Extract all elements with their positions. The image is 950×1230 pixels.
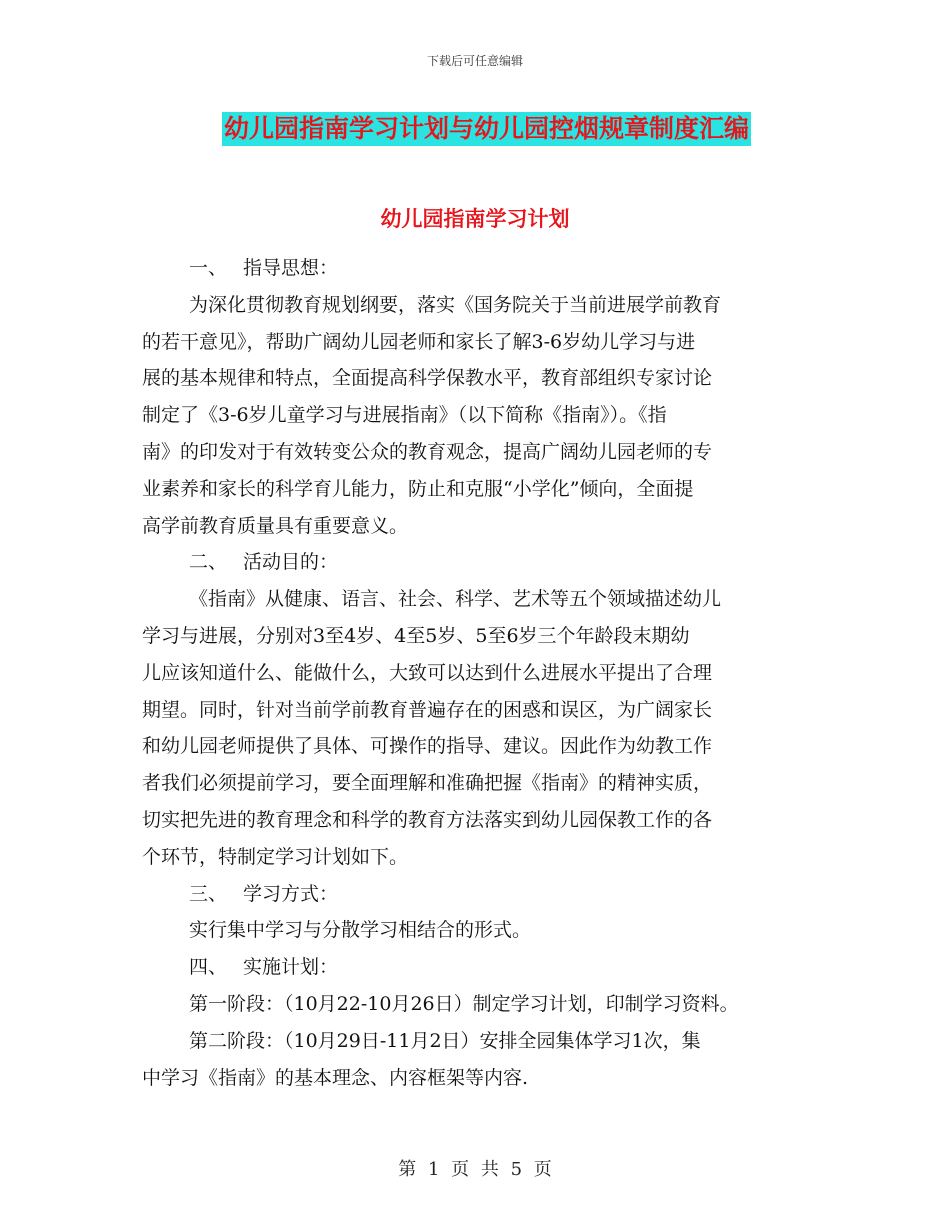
paragraph-line: 高学前教育质量具有重要意义。	[142, 514, 409, 537]
section-heading	[142, 949, 832, 986]
section-heading-text: 指导思想：	[243, 257, 339, 279]
page-header: 下载后可任意编辑	[426, 54, 523, 68]
paragraph-line: 制定了《3-6岁儿童学习与进展指南》（以下简称《指南》）。《指	[142, 404, 667, 427]
paragraph-line: 实行集中学习与分散学习相结合的形式。	[189, 919, 532, 942]
paragraph-line: 为深化贯彻教育规划纲要，落实《国务院关于当前进展学前教育	[189, 293, 722, 316]
paragraph-line: 业素养和家长的科学育儿能力，防止和克服“小学化”倾向，全面提	[142, 477, 694, 500]
paragraph-line: 者我们必须提前学习，要全面理解和准确把握《指南》的精神实质，	[142, 772, 713, 795]
paragraph-line: 中学习《指南》的基本理念、内容框架等内容.	[142, 1066, 529, 1089]
paragraph-line: 个环节，特制定学习计划如下。	[142, 845, 409, 868]
paragraph-line: 切实把先进的教育理念和科学的教育方法落实到幼儿园保教工作的各	[142, 808, 713, 831]
section-heading	[142, 544, 832, 581]
section-heading-text: 实施计划：	[243, 956, 339, 979]
section-heading	[142, 250, 832, 287]
section-number: 三、	[189, 882, 228, 905]
section-number: 二、	[189, 551, 228, 574]
paragraph-line: 和幼儿园老师提供了具体、可操作的指导、建议。因此作为幼教工作	[142, 735, 713, 758]
section-heading-text: 学习方式：	[243, 882, 339, 905]
paragraph-line: 学习与进展，分别对3至4岁、4至5岁、5至6岁三个年龄段末期幼	[142, 624, 690, 647]
paragraph-line: 《指南》从健康、语言、社会、科学、艺术等五个领域描述幼儿	[189, 588, 722, 611]
document-body	[142, 250, 832, 1096]
paragraph-line: 第二阶段：（10月29日-11月2日）安排全园集体学习1次，集	[189, 1029, 701, 1052]
paragraph-line: 儿应该知道什么、能做什么，大致可以达到什么进展水平提出了合理	[142, 661, 713, 684]
paragraph-line: 期望。同时，针对当前学前教育普遍存在的困惑和误区，为广阔家长	[142, 698, 713, 721]
section-number: 四、	[189, 956, 228, 979]
paragraph-line: 南》的印发对于有效转变公众的教育观念，提高广阔幼儿园老师的专	[142, 440, 713, 463]
section-number: 一、	[189, 257, 228, 279]
section-heading-text: 活动目的：	[243, 551, 339, 574]
page-footer: 第 1 页 共 5 页	[398, 1159, 552, 1180]
paragraph-line: 展的基本规律和特点，全面提高科学保教水平，教育部组织专家讨论	[142, 367, 713, 390]
paragraph-line: 第一阶段：（10月22-10月26日）制定学习计划，印制学习资料。	[189, 992, 739, 1015]
section-title: 幼儿园指南学习计划	[380, 207, 570, 231]
paragraph-line: 的若干意见》，帮助广阔幼儿园老师和家长了解3-6岁幼儿学习与进	[142, 330, 696, 353]
section-heading	[142, 876, 832, 913]
document-title: 幼儿园指南学习计划与幼儿园控烟规章制度汇编	[222, 112, 751, 146]
